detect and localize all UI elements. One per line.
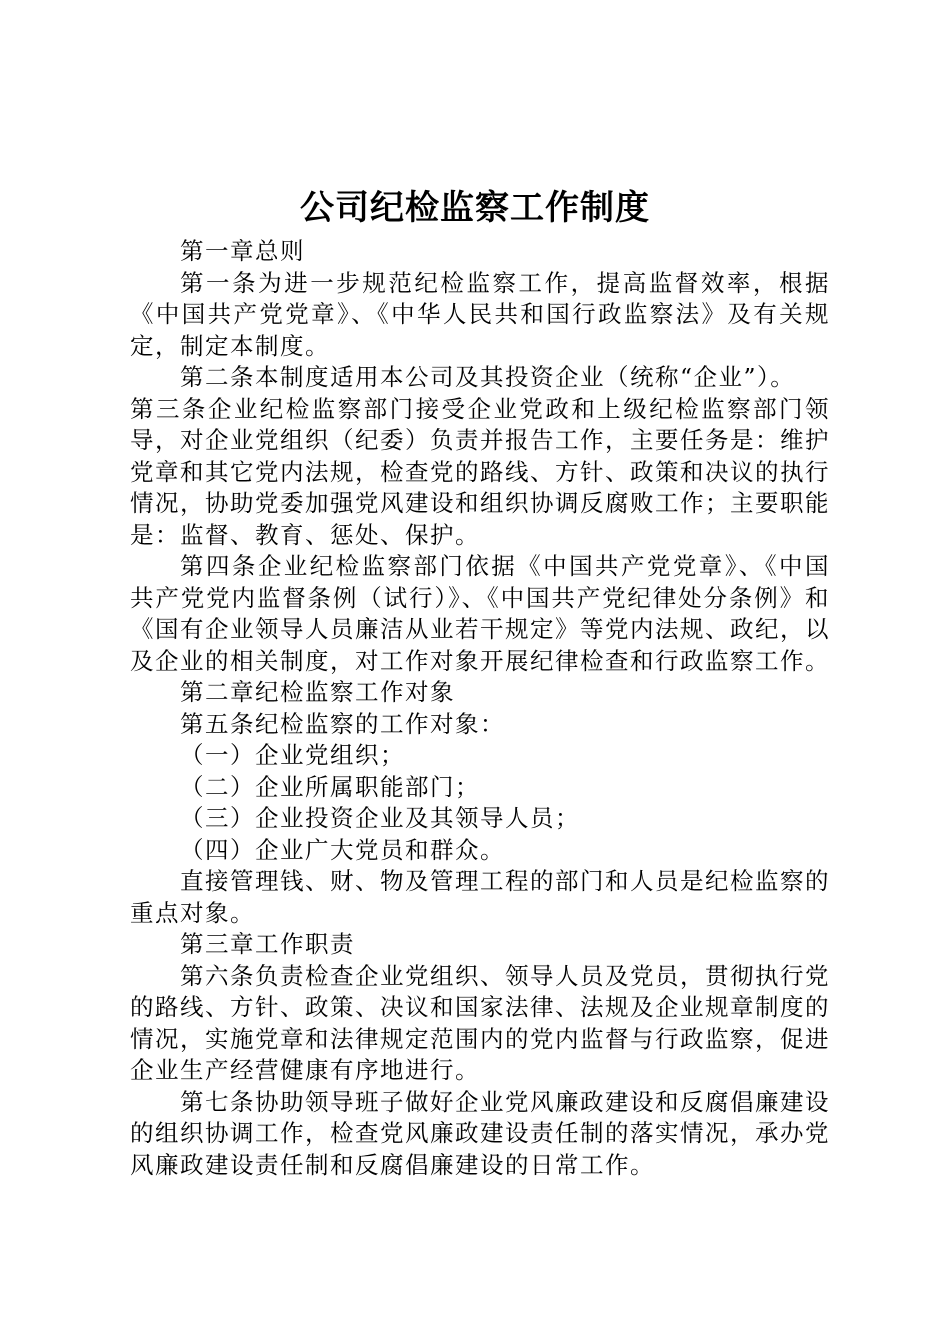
chapter-heading: 第三章工作职责 [180, 930, 355, 958]
list-item: （三）企业投资企业及其领导人员； [180, 804, 580, 832]
article-paragraph: 第三条企业纪检监察部门接受企业党政和上级纪检监察部门领导，对企业党组织（纪委）负责并报告工作，主要任务是：维护党章和其它党内法规，检查党的路线、方针、政策和决议的执行情况，协助党委加强党风建设和组织协调反腐败工作；主要职能是：监督、教育、惩处、保护。 [130, 394, 830, 549]
list-item: （四）企业广大党员和群众。 [180, 835, 505, 864]
article-paragraph: 第一条为进一步规范纪检监察工作，提高监督效率，根据《中国共产党党章》、《中华人民共和国行政监察法》及有关规定，制定本制度。 [130, 268, 830, 360]
chapter-heading: 第二章纪检监察工作对象 [180, 678, 455, 706]
article-paragraph: 直接管理钱、财、物及管理工程的部门和人员是纪检监察的重点对象。 [130, 867, 830, 927]
list-item: （二）企业所属职能部门； [180, 772, 480, 801]
article-paragraph: 第七条协助领导班子做好企业党风廉政建设和反腐倡廉建设的组织协调工作，检查党风廉政建设责任制的落实情况，承办党风廉政建设责任制和反腐倡廉建设的日常工作。 [130, 1087, 830, 1179]
chapter-heading: 第一章总则 [180, 237, 305, 265]
article-paragraph: 第五条纪检监察的工作对象： [180, 709, 505, 738]
document-title: 公司纪检监察工作制度 [300, 188, 650, 228]
document-body [130, 236, 830, 1181]
article-paragraph: 第二条本制度适用本公司及其投资企业（统称“企业”）。 [180, 363, 796, 391]
article-paragraph: 第四条企业纪检监察部门依据《中国共产党党章》、《中国共产党党内监督条例（试行）》、《中国共产党纪律处分条例》和《国有企业领导人员廉洁从业若干规定》等党内法规、政纪，以及企业的相关制度，对工作对象开展纪律检查和行政监察工作。 [130, 552, 830, 675]
article-paragraph: 第六条负责检查企业党组织、领导人员及党员，贯彻执行党的路线、方针、政策、决议和国家法律、法规及企业规章制度的情况，实施党章和法律规定范围内的党内监督与行政监察，促进企业生产经营健康有序地进行。 [130, 961, 830, 1084]
list-item: （一）企业党组织； [180, 741, 405, 769]
